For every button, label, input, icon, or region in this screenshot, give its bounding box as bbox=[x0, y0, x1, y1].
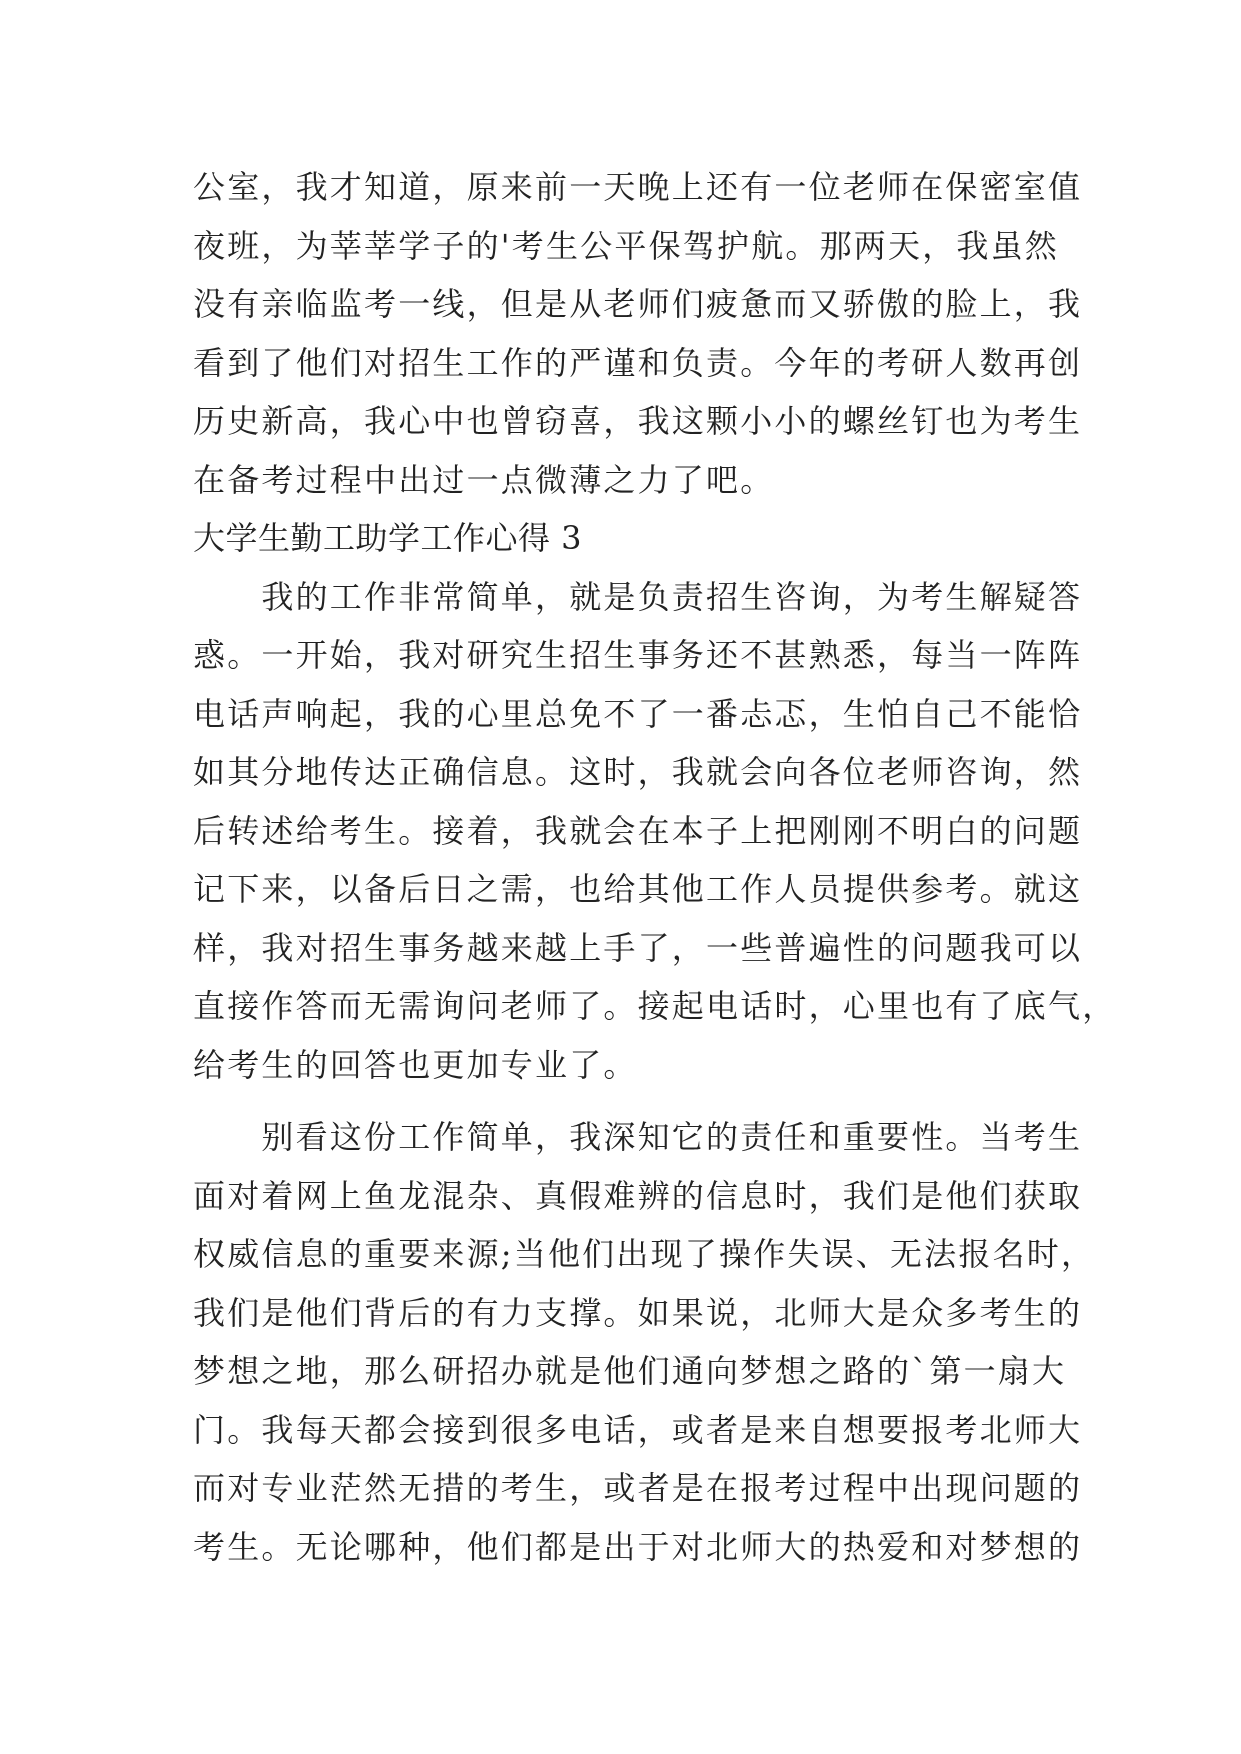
text-line: 样，我对招生事务越来越上手了，一些普遍性的问题我可以 bbox=[193, 928, 1083, 967]
text-line: 考生。无论哪种，他们都是出于对北师大的热爱和对梦想的 bbox=[193, 1527, 1083, 1566]
text-line: 面对着网上鱼龙混杂、真假难辨的信息时，我们是他们获取 bbox=[193, 1176, 1083, 1215]
text-line: 公室，我才知道，原来前一天晚上还有一位老师在保密室值 bbox=[193, 168, 1083, 206]
text-line: 权威信息的重要来源;当他们出现了操作失误、无法报名时， bbox=[193, 1235, 1096, 1273]
text-line: 电话声响起，我的心里总免不了一番忐忑，生怕自己不能恰 bbox=[193, 694, 1083, 733]
section-heading: 大学生勤工助学工作心得 3 bbox=[193, 519, 583, 557]
text-line: 在备考过程中出过一点微薄之力了吧。 bbox=[193, 460, 775, 499]
paragraph-3 bbox=[193, 1108, 1096, 1576]
text-line: 看到了他们对招生工作的严谨和负责。今年的考研人数再创 bbox=[193, 343, 1083, 382]
paragraph-2 bbox=[193, 568, 1117, 1095]
text-line: 如其分地传达正确信息。这时，我就会向各位老师咨询，然 bbox=[193, 753, 1083, 791]
text-line: 门。我每天都会接到很多电话，或者是来自想要报考北师大 bbox=[193, 1410, 1083, 1449]
text-line: 没有亲临监考一线，但是从老师们疲惫而又骄傲的脸上，我 bbox=[193, 285, 1083, 323]
text-line: 历史新高，我心中也曾窃喜，我这颗小小的螺丝钉也为考生 bbox=[193, 402, 1083, 440]
text-line: 给考生的回答也更加专业了。 bbox=[193, 1045, 638, 1084]
text-line: 记下来，以备后日之需，也给其他工作人员提供参考。就这 bbox=[193, 870, 1083, 908]
text-line: 夜班，为莘莘学子的'考生公平保驾护航。那两天，我虽然 bbox=[193, 226, 1059, 265]
text-line: 后转述给考生。接着，我就会在本子上把刚刚不明白的问题 bbox=[193, 811, 1083, 850]
text-line: 我们是他们背后的有力支撑。如果说，北师大是众多考生的 bbox=[193, 1293, 1083, 1332]
paragraph-spacer bbox=[193, 1094, 1059, 1108]
text-line: 而对专业茫然无措的考生，或者是在报考过程中出现问题的 bbox=[193, 1469, 1083, 1507]
paragraph-1 bbox=[193, 158, 1083, 509]
text-line: 惑。一开始，我对研究生招生事务还不甚熟悉，每当一阵阵 bbox=[193, 636, 1083, 674]
document-body bbox=[193, 158, 1117, 1576]
text-line: 别看这份工作简单，我深知它的责任和重要性。当考生 bbox=[193, 1118, 1083, 1156]
text-line: 我的工作非常简单，就是负责招生咨询，为考生解疑答 bbox=[193, 577, 1083, 616]
text-line: 梦想之地，那么研招办就是他们通向梦想之路的`第一扇大 bbox=[193, 1352, 1067, 1390]
text-line: 直接作答而无需询问老师了。接起电话时，心里也有了底气， bbox=[193, 987, 1117, 1025]
